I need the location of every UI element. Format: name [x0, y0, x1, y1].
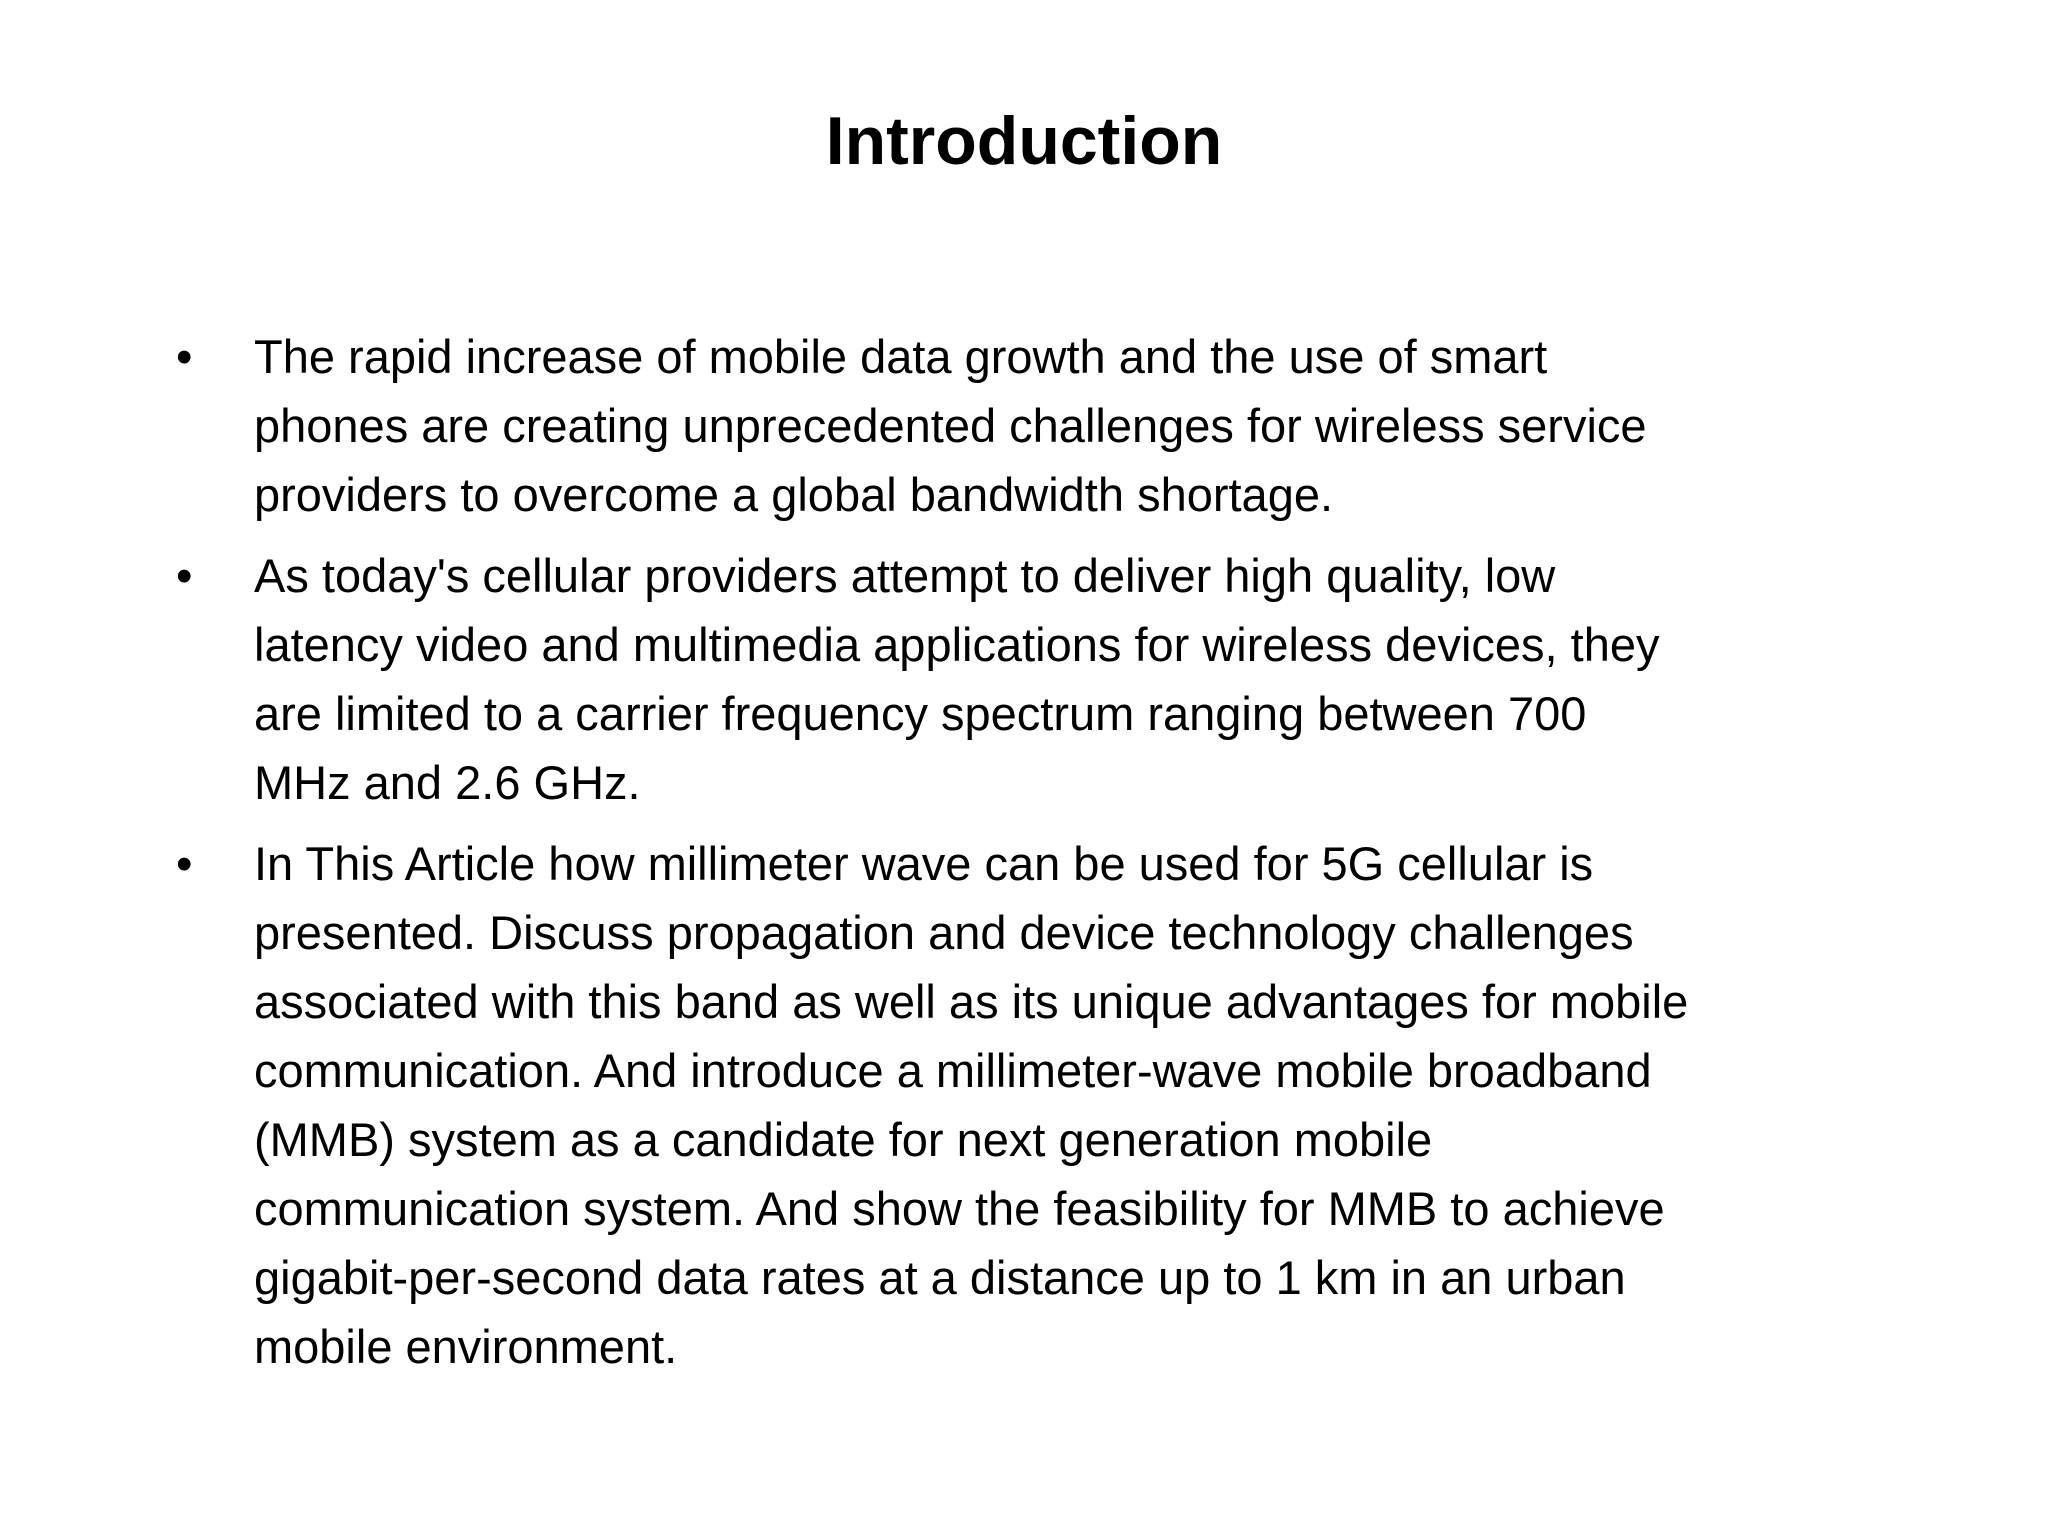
- bullet-item: [176, 541, 1876, 817]
- bullet-text: The rapid increase of mobile data growth and the use of smart phones are creating unprecedented challenges for wireless service providers to overcome a global bandwidth shortage.: [254, 330, 1647, 521]
- slide-title: Introduction: [825, 103, 1223, 179]
- bullet-text: As today's cellular providers attempt to deliver high quality, low latency video and multimedia applications for wireless devices, they are limited to a carrier frequency spectrum ranging between 700 MHz and 2.6 GHz.: [254, 549, 1660, 809]
- bullet-marker: •: [176, 837, 193, 890]
- bullet-item: [176, 322, 1876, 529]
- bullet-list: [176, 322, 1876, 1393]
- bullet-text: In This Article how millimeter wave can be used for 5G cellular is presented. Discuss propagation and device technology challenges associated with this band as well as its unique advantages for mobile communication. And introduce a millimeter-wave mobile broadband (MMB) system as a candidate for next generation mobile communication system. And show the feasibility for MMB to achieve gigabit-per-second data rates at a distance up to 1 km in an urban mobile environment.: [254, 837, 1689, 1373]
- bullet-marker: •: [176, 549, 193, 602]
- bullet-marker: •: [176, 330, 193, 383]
- bullet-item: [176, 829, 1876, 1381]
